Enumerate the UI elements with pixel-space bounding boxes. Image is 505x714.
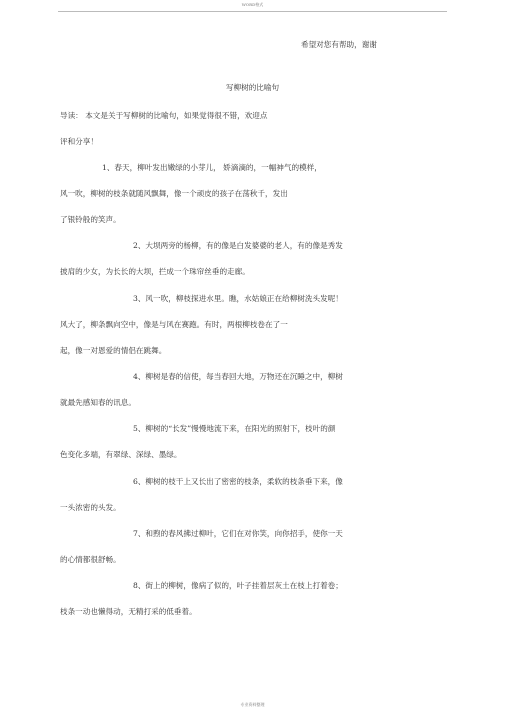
paragraph-3-line-1: 3、风一吹，柳枝探进水里。瞧，水姑娘正在给柳树洗头发呢！ — [133, 294, 343, 303]
paragraph-4-line-2: 就最先感知春的讯息。 — [60, 398, 136, 407]
paragraph-1-line-2: 风一吹，柳树的枝条就随风飘舞，像一个顽皮的孩子在荡秋千，发出 — [60, 189, 288, 198]
paragraph-1-line-3: 了银铃般的笑声。 — [60, 215, 121, 224]
paragraph-7-line-1: 7、和煦的春风拂过柳叶，它们在对你笑，向你招手，使你一天 — [133, 529, 343, 538]
intro-line-1: 导读： 本文是关于写柳树的比喻句，如果觉得很不错，欢迎点 — [60, 111, 268, 120]
paragraph-5-line-2: 色变化多端，有翠绿、深绿、墨绿。 — [60, 450, 182, 459]
paragraph-6-line-1: 6、柳树的枝干上又长出了密密的枝条，柔软的枝条垂下来，像 — [133, 477, 343, 486]
page-header: WORD格式 — [241, 2, 264, 7]
paragraph-3-line-3: 起，像一对恩爱的情侣在跳舞。 — [60, 346, 167, 355]
paragraph-7-line-2: 的心情都很舒畅。 — [60, 555, 121, 564]
paragraph-1-line-1: 1、春天，柳叶发出嫩绿的小芽儿， 娇滴滴的，一幅神气的模样， — [102, 163, 322, 172]
paragraph-8-line-1: 8、街上的柳树，像病了似的，叶子挂着层灰土在枝上打着卷； — [133, 581, 343, 590]
paragraph-6-line-2: 一头浓密的头发。 — [60, 503, 121, 512]
paragraph-5-line-1: 5、柳树的“长发”慢慢地流下来，在阳光的照射下，枝叶的颜 — [133, 424, 336, 433]
paragraph-3-line-2: 风大了，柳条飘向空中，像是与风在赛跑。有时，两根柳枝卷在了一 — [60, 320, 288, 329]
header-rule — [58, 11, 447, 12]
intro-line-2: 评和分享！ — [60, 137, 98, 146]
page-footer: 专业资料整理 — [240, 702, 265, 707]
paragraph-4-line-1: 4、柳树是春的信使，每当春回大地，万物还在沉睡之中，柳树 — [133, 372, 343, 381]
paragraph-2-line-2: 披肩的少女，为长长的大坝，拦成一个珠帘丝垂的走廊。 — [60, 267, 250, 276]
thanks-line: 希望对您有帮助，谢谢 — [301, 40, 377, 49]
paragraph-2-line-1: 2、大坝两旁的杨柳，有的像是白发婆婆的老人，有的像是秀发 — [133, 241, 343, 250]
document-title: 写柳树的比喻句 — [225, 83, 280, 92]
paragraph-8-line-2: 枝条一动也懒得动，无精打采的低垂着。 — [60, 607, 197, 616]
